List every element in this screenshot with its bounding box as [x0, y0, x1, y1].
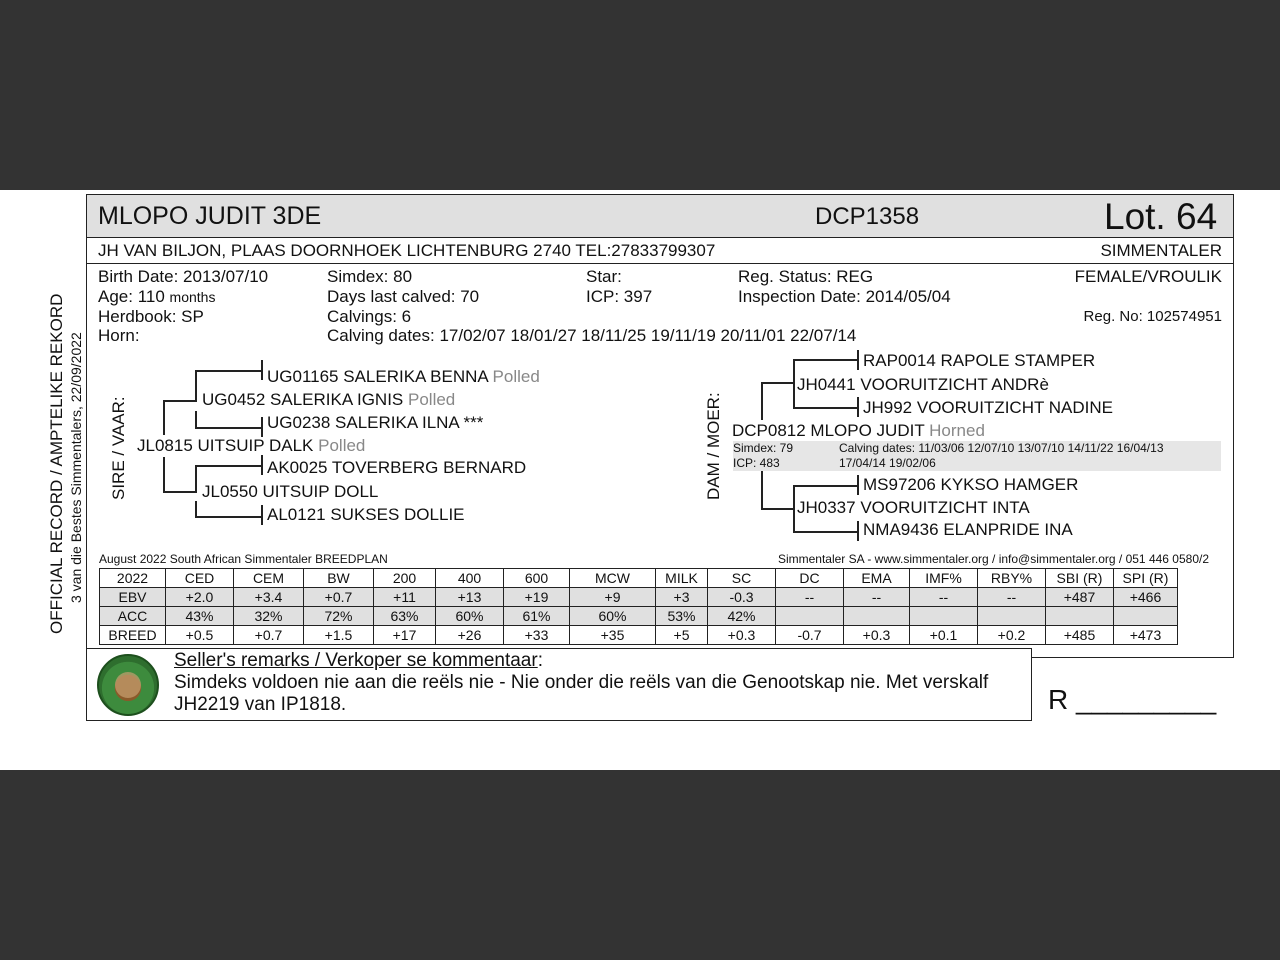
breedplan-cell: 72%: [304, 607, 374, 626]
owner-details: JH VAN BILJON, PLAAS DOORNHOEK LICHTENBURG 2740 TEL:27833799307: [98, 241, 716, 260]
breedplan-cell: IMF%: [910, 569, 978, 588]
breedplan-cell: ACC: [100, 607, 166, 626]
breedplan-cell: +0.7: [304, 588, 374, 607]
horn: Horn:: [98, 326, 140, 345]
dam-dam-sire: MS97206 KYKSO HAMGER: [863, 475, 1079, 494]
sire-label: SIRE / VAAR:: [109, 396, 128, 500]
remarks-heading-text: Seller's remarks / Verkoper se kommentaar: [174, 650, 538, 671]
remarks-box: [86, 648, 1032, 721]
calving-dates: Calving dates: 17/02/07 18/01/27 18/11/25 19/11/19 20/11/01 22/07/14: [327, 326, 857, 345]
breedplan-cell: EMA: [844, 569, 910, 588]
ss-tag: Polled: [408, 390, 456, 409]
lot-number: Lot. 64: [1104, 196, 1218, 237]
sss-name: UG01165 SALERIKA BENNA: [267, 367, 488, 386]
breedplan-cell: 43%: [166, 607, 234, 626]
breedplan-cell: +13: [436, 588, 504, 607]
dam-simdex: Simdex: 79: [733, 441, 794, 455]
icp: ICP: 397: [586, 287, 653, 306]
sire-tag: Polled: [318, 436, 366, 455]
breedplan-cell: 200: [374, 569, 436, 588]
breedplan-cell: [1046, 607, 1114, 626]
breedplan-cell: 42%: [708, 607, 776, 626]
official-record-label: OFFICIAL RECORD / AMPTELIKE REKORD: [47, 293, 66, 634]
dam-sire-sire: RAP0014 RAPOLE STAMPER: [863, 351, 1096, 370]
dam-sire-dam: JH992 VOORUITZICHT NADINE: [863, 398, 1114, 417]
breedplan-contact: Simmentaler SA - www.simmentaler.org / info@simmentaler.org / 051 446 0580/2: [777, 552, 1209, 566]
breedplan-cell: +0.1: [910, 626, 978, 645]
dam-calving-dates-2: 17/04/14 19/02/06: [839, 456, 936, 470]
breedplan-cell: SC: [708, 569, 776, 588]
breedplan-cell: +0.7: [234, 626, 304, 645]
owner-row: [87, 238, 1233, 264]
breedplan-cell: +487: [1046, 588, 1114, 607]
breedplan-cell: 600: [504, 569, 570, 588]
breedplan-cell: [1114, 607, 1178, 626]
sire-sire-sire: [267, 367, 540, 387]
breedplan-cell: MILK: [656, 569, 708, 588]
breedplan-header-row: [100, 569, 1178, 588]
sire-dam: JL0550 UITSUIP DOLL: [202, 482, 379, 501]
breedplan-cell: -0.3: [708, 588, 776, 607]
breedplan-cell: CED: [166, 569, 234, 588]
breedplan-cell: 63%: [374, 607, 436, 626]
price-field[interactable]: R _________: [1048, 684, 1217, 715]
breedplan-cell: +3: [656, 588, 708, 607]
breedplan-cell: 61%: [504, 607, 570, 626]
breedplan-cell: --: [844, 588, 910, 607]
reg-number: Reg. No: 102574951: [1083, 308, 1222, 325]
sire-name-text: JL0815 UITSUIP DALK: [137, 436, 314, 455]
dam-name-text: DCP0812 MLOPO JUDIT: [732, 421, 925, 440]
days-last-calved: Days last calved: 70: [327, 287, 480, 306]
breedplan-cell: +26: [436, 626, 504, 645]
breedplan-cell: +0.2: [978, 626, 1046, 645]
star: Star:: [586, 267, 622, 286]
breedplan-table: [99, 568, 1178, 645]
breedplan-cell: 2022: [100, 569, 166, 588]
simmentaler-logo-icon: [97, 654, 159, 716]
age-unit: months: [169, 289, 216, 305]
breedplan-cell: [776, 607, 844, 626]
dam-tag: Horned: [929, 421, 985, 440]
dam-details-strip: [733, 441, 1221, 471]
sire-dam-sire: AK0025 TOVERBERG BERNARD: [267, 458, 527, 477]
animal-id: DCP1358: [815, 203, 920, 230]
animal-name: MLOPO JUDIT 3DE: [98, 202, 322, 230]
age-value: Age: 110: [98, 287, 165, 306]
remarks-heading: [174, 650, 543, 672]
breedplan-cell: [910, 607, 978, 626]
calvings: Calvings: 6: [327, 307, 412, 326]
remarks-line-2: JH2219 van IP1818.: [174, 694, 347, 715]
dam-icp: ICP: 483: [733, 456, 780, 470]
sex: FEMALE/VROULIK: [1074, 267, 1222, 286]
breedplan-cell: +1.5: [304, 626, 374, 645]
dam-name: [732, 421, 985, 441]
breedplan-cell: +11: [374, 588, 436, 607]
dam-label: DAM / MOER:: [704, 392, 723, 500]
breedplan-cell: BREED: [100, 626, 166, 645]
breedplan-ebv-row: [100, 588, 1178, 607]
breedplan-cell: +19: [504, 588, 570, 607]
breedplan-cell: +5: [656, 626, 708, 645]
sss-tag: Polled: [492, 367, 540, 386]
breedplan-cell: EBV: [100, 588, 166, 607]
breedplan-cell: +17: [374, 626, 436, 645]
breedplan-cell: +2.0: [166, 588, 234, 607]
age: [98, 287, 215, 307]
dam-dam-dam: NMA9436 ELANPRIDE INA: [863, 520, 1073, 539]
breedplan-cell: -0.7: [776, 626, 844, 645]
breedplan-cell: +473: [1114, 626, 1178, 645]
dam-sire: JH0441 VOORUITZICHT ANDRè: [797, 375, 1049, 394]
breedplan-cell: +9: [570, 588, 656, 607]
animal-card: [86, 194, 1234, 658]
breedplan-title: August 2022 South African Simmentaler BREEDPLAN: [99, 552, 388, 566]
dam-dam: JH0337 VOORUITZICHT INTA: [797, 498, 1030, 517]
ss-name: UG0452 SALERIKA IGNIS: [202, 390, 404, 409]
breedplan-cell: SPI (R): [1114, 569, 1178, 588]
breedplan-cell: 32%: [234, 607, 304, 626]
breedplan-cell: MCW: [570, 569, 656, 588]
breedplan-cell: SBI (R): [1046, 569, 1114, 588]
breedplan-cell: [978, 607, 1046, 626]
breedplan-cell: --: [776, 588, 844, 607]
breedplan-cell: 400: [436, 569, 504, 588]
breedplan-cell: DC: [776, 569, 844, 588]
breedplan-cell: BW: [304, 569, 374, 588]
breedplan-cell: +0.3: [844, 626, 910, 645]
remarks-line-1: Simdeks voldoen nie aan die reëls nie - Nie onder die reëls van die Genootskap nie. Met verskalf: [174, 672, 989, 693]
breedplan-cell: +3.4: [234, 588, 304, 607]
price-box: [1031, 657, 1234, 721]
breedplan-cell: +35: [570, 626, 656, 645]
sire-sire: [202, 390, 455, 410]
breedplan-breed-row: [100, 626, 1178, 645]
breedplan-cell: +485: [1046, 626, 1114, 645]
birth-date: Birth Date: 2013/07/10: [98, 267, 269, 286]
breedplan-cell: +0.3: [708, 626, 776, 645]
breedplan-cell: 60%: [436, 607, 504, 626]
sale-date-label: 3 van die Bestes Simmentalers, 22/09/2022: [68, 332, 84, 603]
simdex: Simdex: 80: [327, 267, 413, 286]
sire-sire-dam: UG0238 SALERIKA ILNA ***: [267, 413, 484, 432]
breed-name: SIMMENTALER: [1100, 241, 1222, 260]
reg-status: Reg. Status: REG: [738, 267, 874, 286]
breedplan-cell: 60%: [570, 607, 656, 626]
inspection-date: Inspection Date: 2014/05/04: [738, 287, 951, 306]
breedplan-cell: [844, 607, 910, 626]
breedplan-cell: 53%: [656, 607, 708, 626]
herdbook: Herdbook: SP: [98, 307, 204, 326]
breedplan-cell: CEM: [234, 569, 304, 588]
breedplan-cell: --: [978, 588, 1046, 607]
breedplan-cell: --: [910, 588, 978, 607]
sire-name: [137, 436, 365, 456]
dam-calving-dates-1: Calving dates: 11/03/06 12/07/10 13/07/10 14/11/22 16/04/13: [839, 441, 1164, 455]
card-header: [87, 195, 1233, 238]
breedplan-cell: +466: [1114, 588, 1178, 607]
breedplan-cell: RBY%: [978, 569, 1046, 588]
sire-dam-dam: AL0121 SUKSES DOLLIE: [267, 505, 465, 524]
remarks-heading-colon: :: [537, 650, 543, 671]
breedplan-cell: +33: [504, 626, 570, 645]
breedplan-acc-row: [100, 607, 1178, 626]
breedplan-cell: +0.5: [166, 626, 234, 645]
